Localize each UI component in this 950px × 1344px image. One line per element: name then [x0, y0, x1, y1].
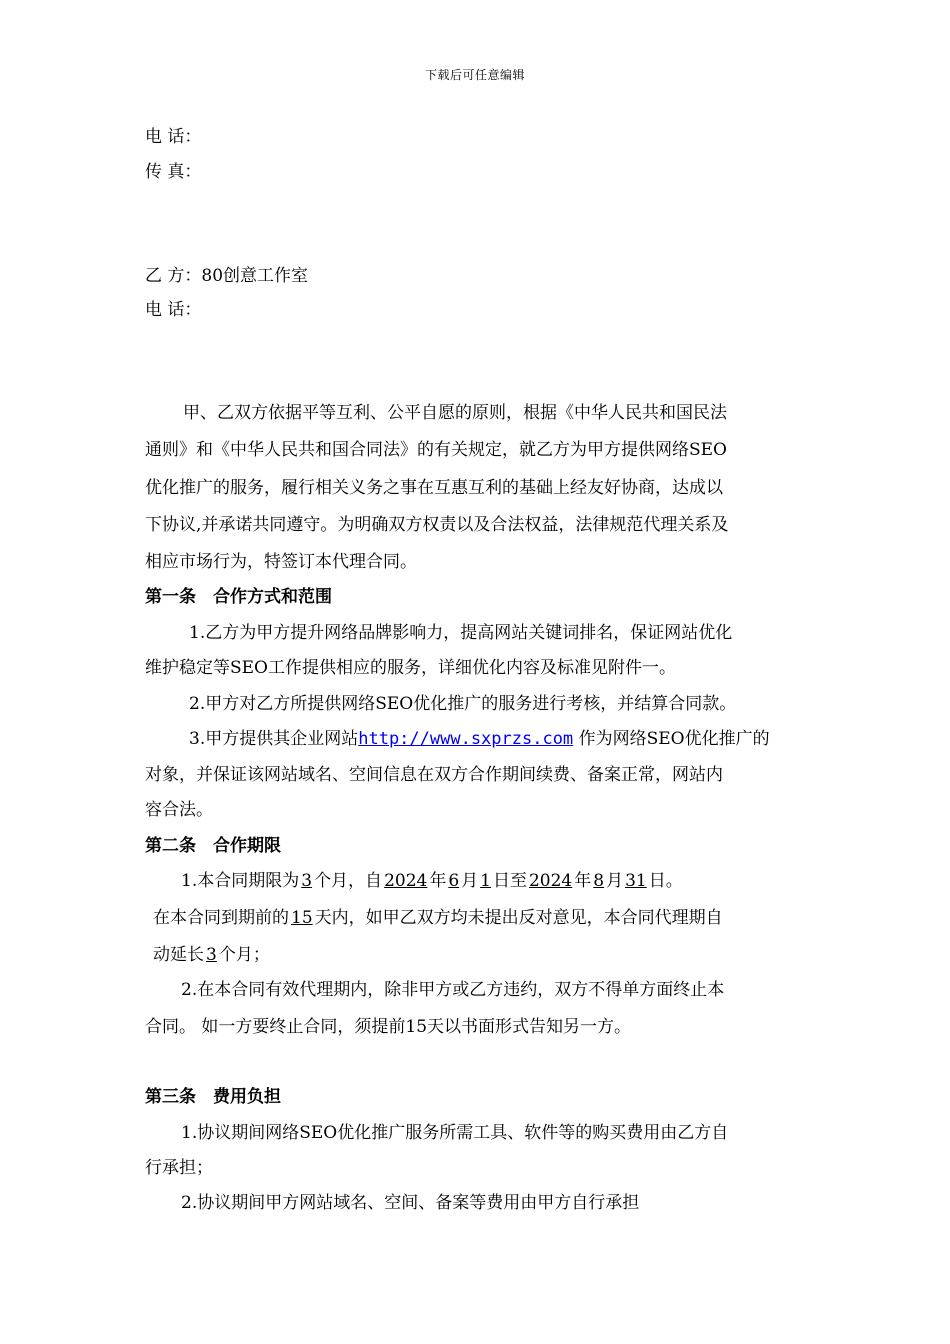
text: 月 [461, 871, 479, 891]
article-3-item-2: 2.协议期间甲方网站域名、空间、备案等费用由甲方自行承担 [181, 1193, 640, 1213]
item-3-suffix: 作为网络SEO优化推广的 [573, 729, 770, 749]
article-3-item-1: 1.协议期间网络SEO优化推广服务所需工具、软件等的购买费用由乙方自 [181, 1123, 729, 1143]
article-1-item-2: 2.甲方对乙方所提供网络SEO优化推广的服务进行考核，并结算合同款。 [189, 694, 737, 714]
website-link[interactable]: http://www.sxprzs.com [358, 729, 574, 749]
text: 月 [606, 871, 624, 891]
party-a-phone-label: 电 话： [145, 127, 202, 147]
text: 日。 [648, 871, 683, 891]
preamble-line: 甲、乙双方依据平等互利、公平自愿的原则，根据《中华人民共和国民法 [183, 403, 727, 423]
article-2-item-1 [181, 869, 815, 893]
extension-months: 3 [206, 945, 217, 965]
text: 个月； [218, 945, 270, 965]
text: 年 [429, 871, 447, 891]
text: 1.本合同期限为 [181, 871, 300, 891]
text: 天内，如甲乙双方均未提出反对意见，本合同代理期自 [314, 908, 723, 928]
text: 动延长 [153, 945, 204, 965]
article-2-title: 第二条 合作期限 [145, 836, 281, 856]
preamble-line: 优化推广的服务，履行相关义务之事在互惠互利的基础上经友好协商，达成以 [145, 478, 723, 498]
text: 年 [574, 871, 592, 891]
article-1-item-1: 1.乙方为甲方提升网络品牌影响力，提高网站关键词排名，保证网站优化 [189, 623, 733, 643]
start-year: 2024 [384, 871, 428, 891]
start-day: 1 [480, 871, 491, 891]
start-month: 6 [448, 871, 460, 891]
article-1-title: 第一条 合作方式和范围 [145, 587, 332, 607]
article-1-item-3-cont: 容合法。 [145, 800, 213, 820]
article-2-item-1-line3 [153, 943, 823, 967]
contract-months: 3 [301, 871, 313, 891]
party-a-fax-label: 传 真： [145, 162, 202, 182]
notice-days: 15 [291, 908, 313, 928]
article-3-item-1-cont: 行承担； [145, 1158, 213, 1178]
text: 个月，自 [314, 871, 383, 891]
preamble-line: 相应市场行为，特签订本代理合同。 [145, 552, 417, 572]
article-2-item-2: 2.在本合同有效代理期内，除非甲方或乙方违约，双方不得单方面终止本 [181, 980, 725, 1000]
party-b-name: 乙 方：80创意工作室 [145, 266, 309, 286]
preamble-line: 下协议,并承诺共同遵守。为明确双方权责以及合法权益，法律规范代理关系及 [145, 515, 729, 535]
page-header: 下载后可任意编辑 [424, 68, 525, 82]
preamble-line: 通则》和《中华人民共和国合同法》的有关规定，就乙方为甲方提供网络SEO [145, 440, 727, 460]
item-3-prefix: 3.甲方提供其企业网站 [189, 729, 359, 749]
article-1-item-1-cont: 维护稳定等SEO工作提供相应的服务，详细优化内容及标准见附件一。 [145, 658, 676, 678]
article-1-item-3 [189, 727, 859, 751]
text: 日至 [492, 871, 527, 891]
end-day: 31 [625, 871, 647, 891]
article-1-item-3-cont: 对象，并保证该网站域名、空间信息在双方合作期间续费、备案正常，网站内 [145, 765, 723, 785]
article-3-title: 第三条 费用负担 [145, 1087, 281, 1107]
party-b-phone-label: 电 话： [145, 300, 202, 320]
article-2-item-2-cont: 合同。 如一方要终止合同，须提前15天以书面形式告知另一方。 [145, 1017, 632, 1037]
text: 在本合同到期前的 [153, 908, 289, 928]
end-month: 8 [593, 871, 605, 891]
end-year: 2024 [528, 871, 573, 891]
article-2-item-1-line2 [153, 906, 815, 930]
